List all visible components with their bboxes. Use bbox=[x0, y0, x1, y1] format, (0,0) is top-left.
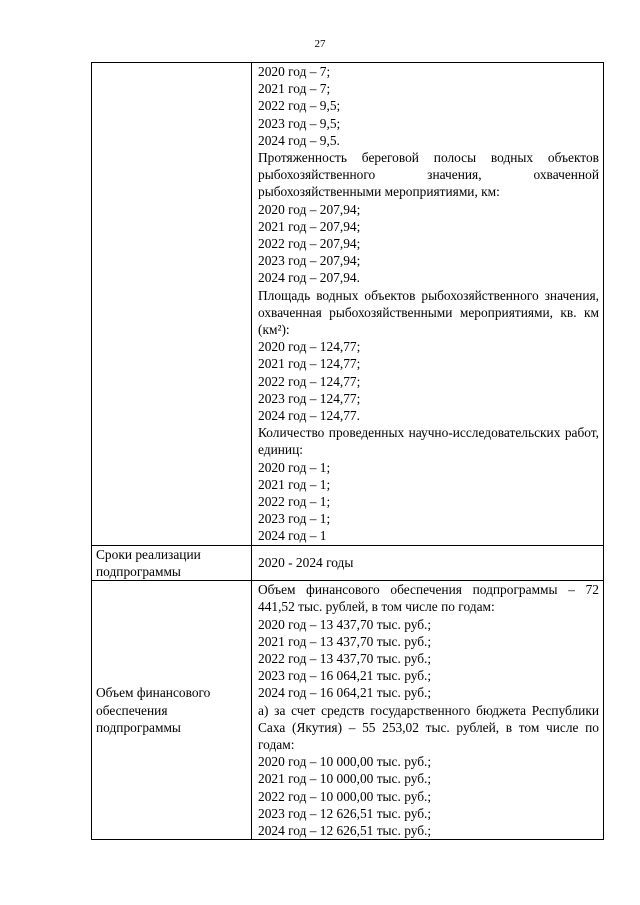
indicator-line: 2023 год – 9,5; bbox=[258, 115, 341, 131]
indicator-line: 2024 год – 9,5. bbox=[258, 132, 340, 148]
terms-label: Сроки реализации подпрограммы bbox=[92, 545, 252, 580]
finance-value-cell bbox=[252, 581, 604, 840]
finance-line: 2022 год – 10 000,00 тыс. руб.; bbox=[258, 788, 432, 804]
indicator-line: 2020 год – 1; bbox=[258, 459, 331, 475]
terms-value: 2020 - 2024 годы bbox=[252, 545, 604, 580]
indicators-row bbox=[92, 63, 604, 546]
indicator-line: 2024 год – 124,77. bbox=[258, 408, 360, 424]
indicator-line: 2023 год – 1; bbox=[258, 511, 331, 527]
indicator-line: 2021 год – 1; bbox=[258, 476, 331, 492]
indicator-line: 2022 год – 124,77; bbox=[258, 373, 361, 389]
indicator-line: 2022 год – 9,5; bbox=[258, 98, 341, 114]
indicator-line: 2023 год – 124,77; bbox=[258, 390, 361, 406]
page-number: 27 bbox=[314, 38, 326, 50]
finance-line: 2023 год – 16 064,21 тыс. руб.; bbox=[258, 668, 432, 684]
indicator-title: Площадь водных объектов рыбохозяйственного значения, охваченная рыбохозяйственными мероприятиями, кв. км (км²): bbox=[258, 287, 599, 338]
finance-budget-text: а) за счет средств государственного бюджета Республики Саха (Якутия) – 55 253,02 тыс. рублей, в том числе по годам: bbox=[258, 702, 599, 752]
indicator-line: 2021 год – 124,77; bbox=[258, 356, 361, 372]
indicators-label-cell bbox=[92, 63, 252, 546]
indicator-line: 2021 год – 207,94; bbox=[258, 218, 361, 234]
indicator-line: 2020 год – 7; bbox=[258, 64, 331, 79]
indicator-title: Количество проведенных научно-исследовательских работ, единиц: bbox=[258, 425, 599, 458]
finance-row bbox=[92, 581, 604, 840]
indicators-value-cell bbox=[252, 63, 604, 546]
indicator-line: 2024 год – 207,94. bbox=[258, 270, 360, 286]
indicator-line: 2021 год – 7; bbox=[258, 81, 331, 97]
indicator-line: 2022 год – 1; bbox=[258, 494, 331, 510]
indicator-title: Протяженность береговой полосы водных объектов рыбохозяйственного значения, охваченной рыбохозяйственными мероприятиями, км: bbox=[258, 150, 599, 200]
finance-line: 2024 год – 12 626,51 тыс. руб.; bbox=[258, 822, 432, 838]
terms-row bbox=[92, 545, 604, 580]
finance-line: 2023 год – 12 626,51 тыс. руб.; bbox=[258, 805, 432, 821]
subprogram-passport-table bbox=[91, 62, 604, 840]
finance-line: 2022 год – 13 437,70 тыс. руб.; bbox=[258, 650, 432, 666]
finance-label: Объем финансового обеспечения подпрограммы bbox=[92, 581, 252, 840]
indicator-line: 2020 год – 207,94; bbox=[258, 201, 361, 217]
finance-line: 2020 год – 13 437,70 тыс. руб.; bbox=[258, 616, 432, 632]
finance-line: 2020 год – 10 000,00 тыс. руб.; bbox=[258, 754, 432, 770]
finance-total-text: Объем финансового обеспечения подпрограммы – 72 441,52 тыс. рублей, в том числе по годам: bbox=[258, 582, 599, 615]
finance-line: 2024 год – 16 064,21 тыс. руб.; bbox=[258, 685, 432, 701]
finance-line: 2021 год – 10 000,00 тыс. руб.; bbox=[258, 771, 432, 787]
indicator-line: 2020 год – 124,77; bbox=[258, 339, 361, 355]
indicator-line: 2024 год – 1 bbox=[258, 528, 327, 544]
indicator-line: 2023 год – 207,94; bbox=[258, 253, 361, 269]
finance-line: 2021 год – 13 437,70 тыс. руб.; bbox=[258, 633, 432, 649]
indicator-line: 2022 год – 207,94; bbox=[258, 236, 361, 252]
